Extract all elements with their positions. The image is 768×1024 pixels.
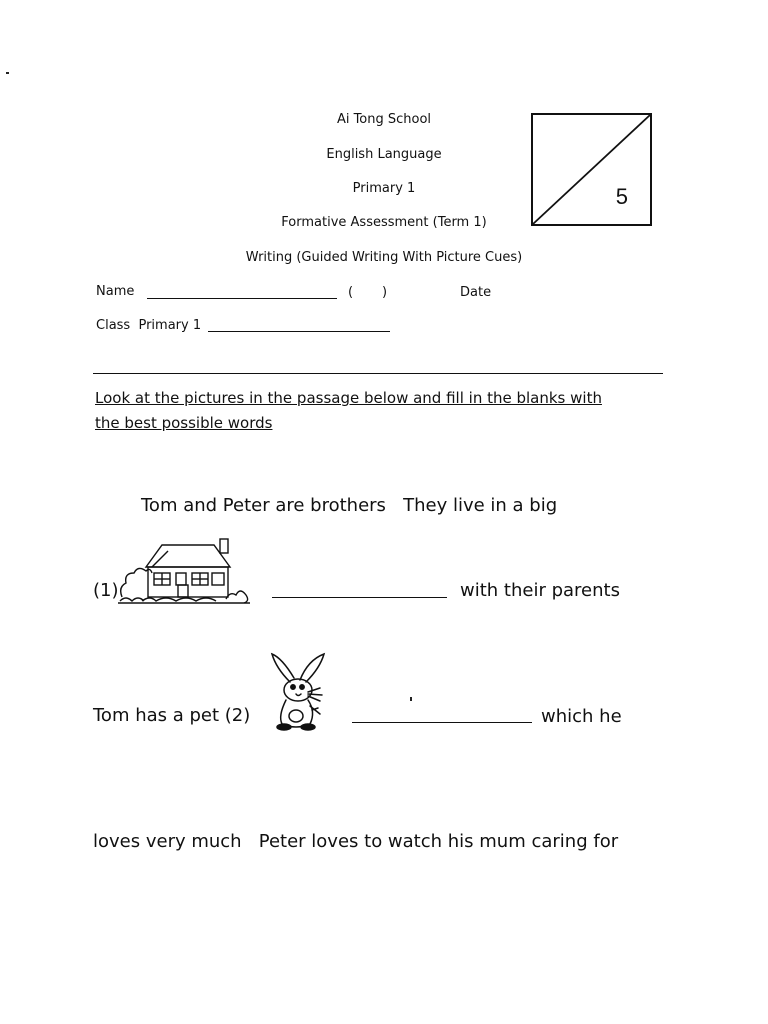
passage-line-3-end: which he: [541, 706, 622, 727]
class-label: Class Primary 1: [96, 318, 202, 333]
index-number-parens: ( ): [348, 285, 388, 300]
name-label: Name: [96, 284, 135, 299]
date-label: Date: [460, 285, 492, 300]
passage-line-2: with their parents: [460, 580, 620, 601]
diagonal-line: [531, 113, 652, 226]
name-field[interactable]: [147, 298, 337, 299]
blank-2[interactable]: [352, 722, 532, 723]
class-field[interactable]: [208, 331, 390, 332]
scan-mark: [6, 72, 9, 74]
score-value: 5: [615, 184, 628, 209]
rabbit-icon: [268, 650, 334, 732]
score-box: [531, 113, 652, 226]
house-icon: [118, 537, 250, 605]
instruction-line-1: Look at the pictures in the passage below and fill in the blanks with: [95, 389, 602, 407]
passage-line-4: loves very much Peter loves to watch his mum caring for: [93, 831, 619, 852]
scan-mark: [410, 697, 412, 701]
instruction-text: [95, 386, 675, 436]
blank-1[interactable]: [272, 597, 447, 598]
divider-line: [93, 373, 663, 374]
instruction-line-2: the best possible words: [95, 414, 273, 432]
passage-line-1: Tom and Peter are brothers They live in a big: [141, 495, 558, 516]
passage-line-3: Tom has a pet (2): [93, 705, 251, 726]
item-1-number: (1): [93, 580, 119, 601]
